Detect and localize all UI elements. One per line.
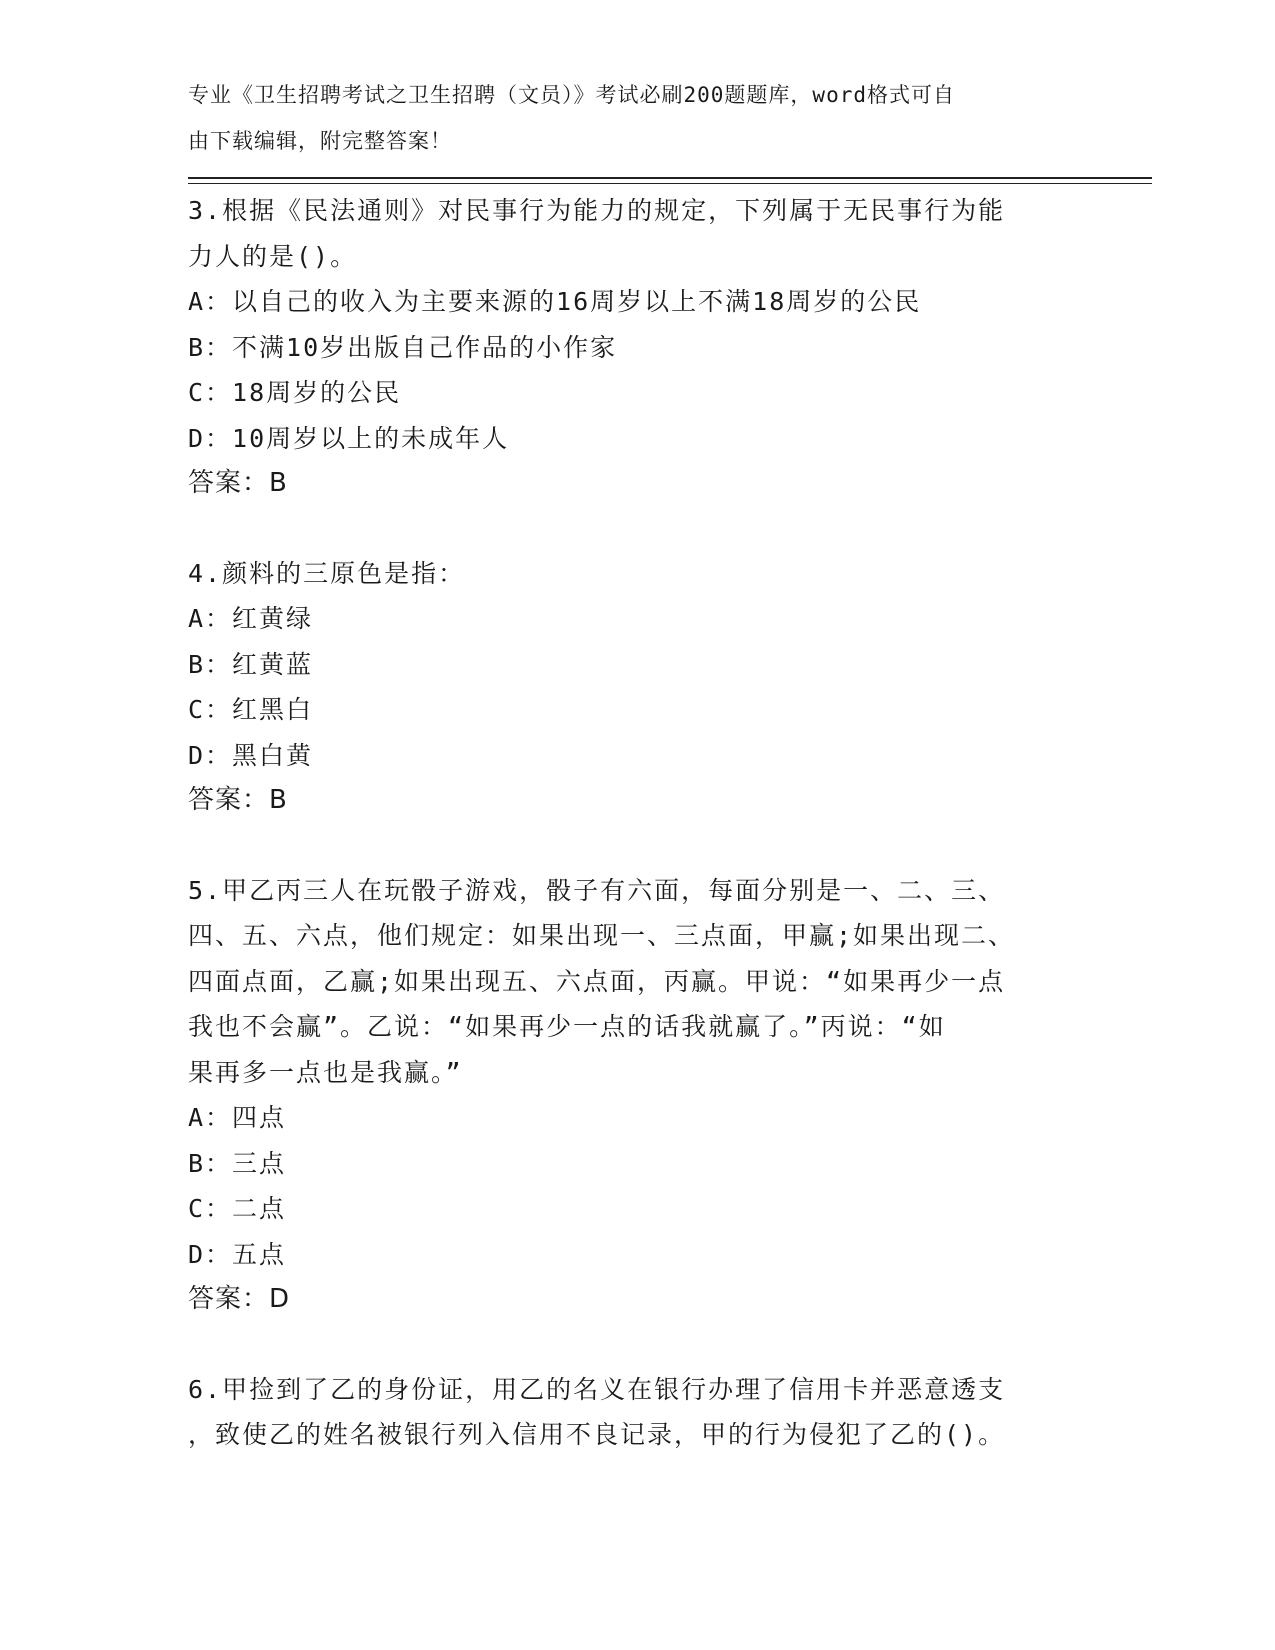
document-header (188, 73, 1068, 164)
option-a: A：红黄绿 (188, 604, 314, 633)
answer-line: 答案：B (188, 785, 288, 815)
header-line-1: 专业《卫生招聘考试之卫生招聘（文员）》考试必刷200题题库，word格式可自 (188, 83, 955, 107)
option-d: D：10周岁以上的未成年人 (188, 423, 510, 453)
question-6 (188, 1367, 1088, 1458)
option-b: B：三点 (188, 1148, 287, 1178)
question-stem-line: 4.颜料的三原色是指： (188, 558, 466, 588)
question-stem-line: 3.根据《民法通则》对民事行为能力的规定，下列属于无民事行为能 (188, 196, 1006, 225)
spacer (188, 1323, 1088, 1367)
question-stem-line: 5.甲乙丙三人在玩骰子游戏，骰子有六面，每面分别是一、二、三、 (188, 875, 1006, 905)
header-line-2: 由下载编辑，附完整答案！ (188, 128, 452, 153)
option-a: A：以自己的收入为主要来源的16周岁以上不满18周岁的公民 (188, 287, 922, 316)
question-stem-line: 6.甲捡到了乙的身份证，用乙的名义在银行办理了信用卡并恶意透支 (188, 1374, 1006, 1404)
question-4 (188, 551, 1088, 824)
header-divider-thin (188, 183, 1152, 184)
option-c: C：二点 (188, 1194, 287, 1223)
question-stem-line: 四面点面，乙赢;如果出现五、六点面，丙赢。甲说：“如果再少一点 (188, 966, 1006, 996)
option-a: A：四点 (188, 1103, 287, 1132)
question-stem-line: ，致使乙的姓名被银行列入信用不良记录，甲的行为侵犯了乙的()。 (188, 1420, 1006, 1449)
option-b: B：不满10岁出版自己作品的小作家 (188, 332, 618, 362)
question-stem-line: 果再多一点也是我赢。” (188, 1057, 463, 1087)
spacer (188, 824, 1088, 868)
option-c: C：红黑白 (188, 695, 314, 724)
answer-line: 答案：B (188, 468, 288, 498)
question-list (188, 188, 1088, 1458)
question-stem-line: 我也不会赢”。乙说：“如果再少一点的话我就赢了。”丙说：“如 (188, 1012, 946, 1041)
question-3 (188, 188, 1088, 507)
spacer (188, 507, 1088, 551)
question-stem-line: 力人的是()。 (188, 241, 358, 271)
option-c: C：18周岁的公民 (188, 378, 402, 407)
header-divider-thick (188, 177, 1152, 179)
question-stem-line: 四、五、六点，他们规定：如果出现一、三点面，甲赢;如果出现二、 (188, 921, 1016, 950)
option-d: D：黑白黄 (188, 740, 314, 770)
option-d: D：五点 (188, 1239, 287, 1269)
answer-line: 答案：D (188, 1284, 291, 1314)
option-b: B：红黄蓝 (188, 649, 314, 679)
question-5 (188, 868, 1088, 1323)
